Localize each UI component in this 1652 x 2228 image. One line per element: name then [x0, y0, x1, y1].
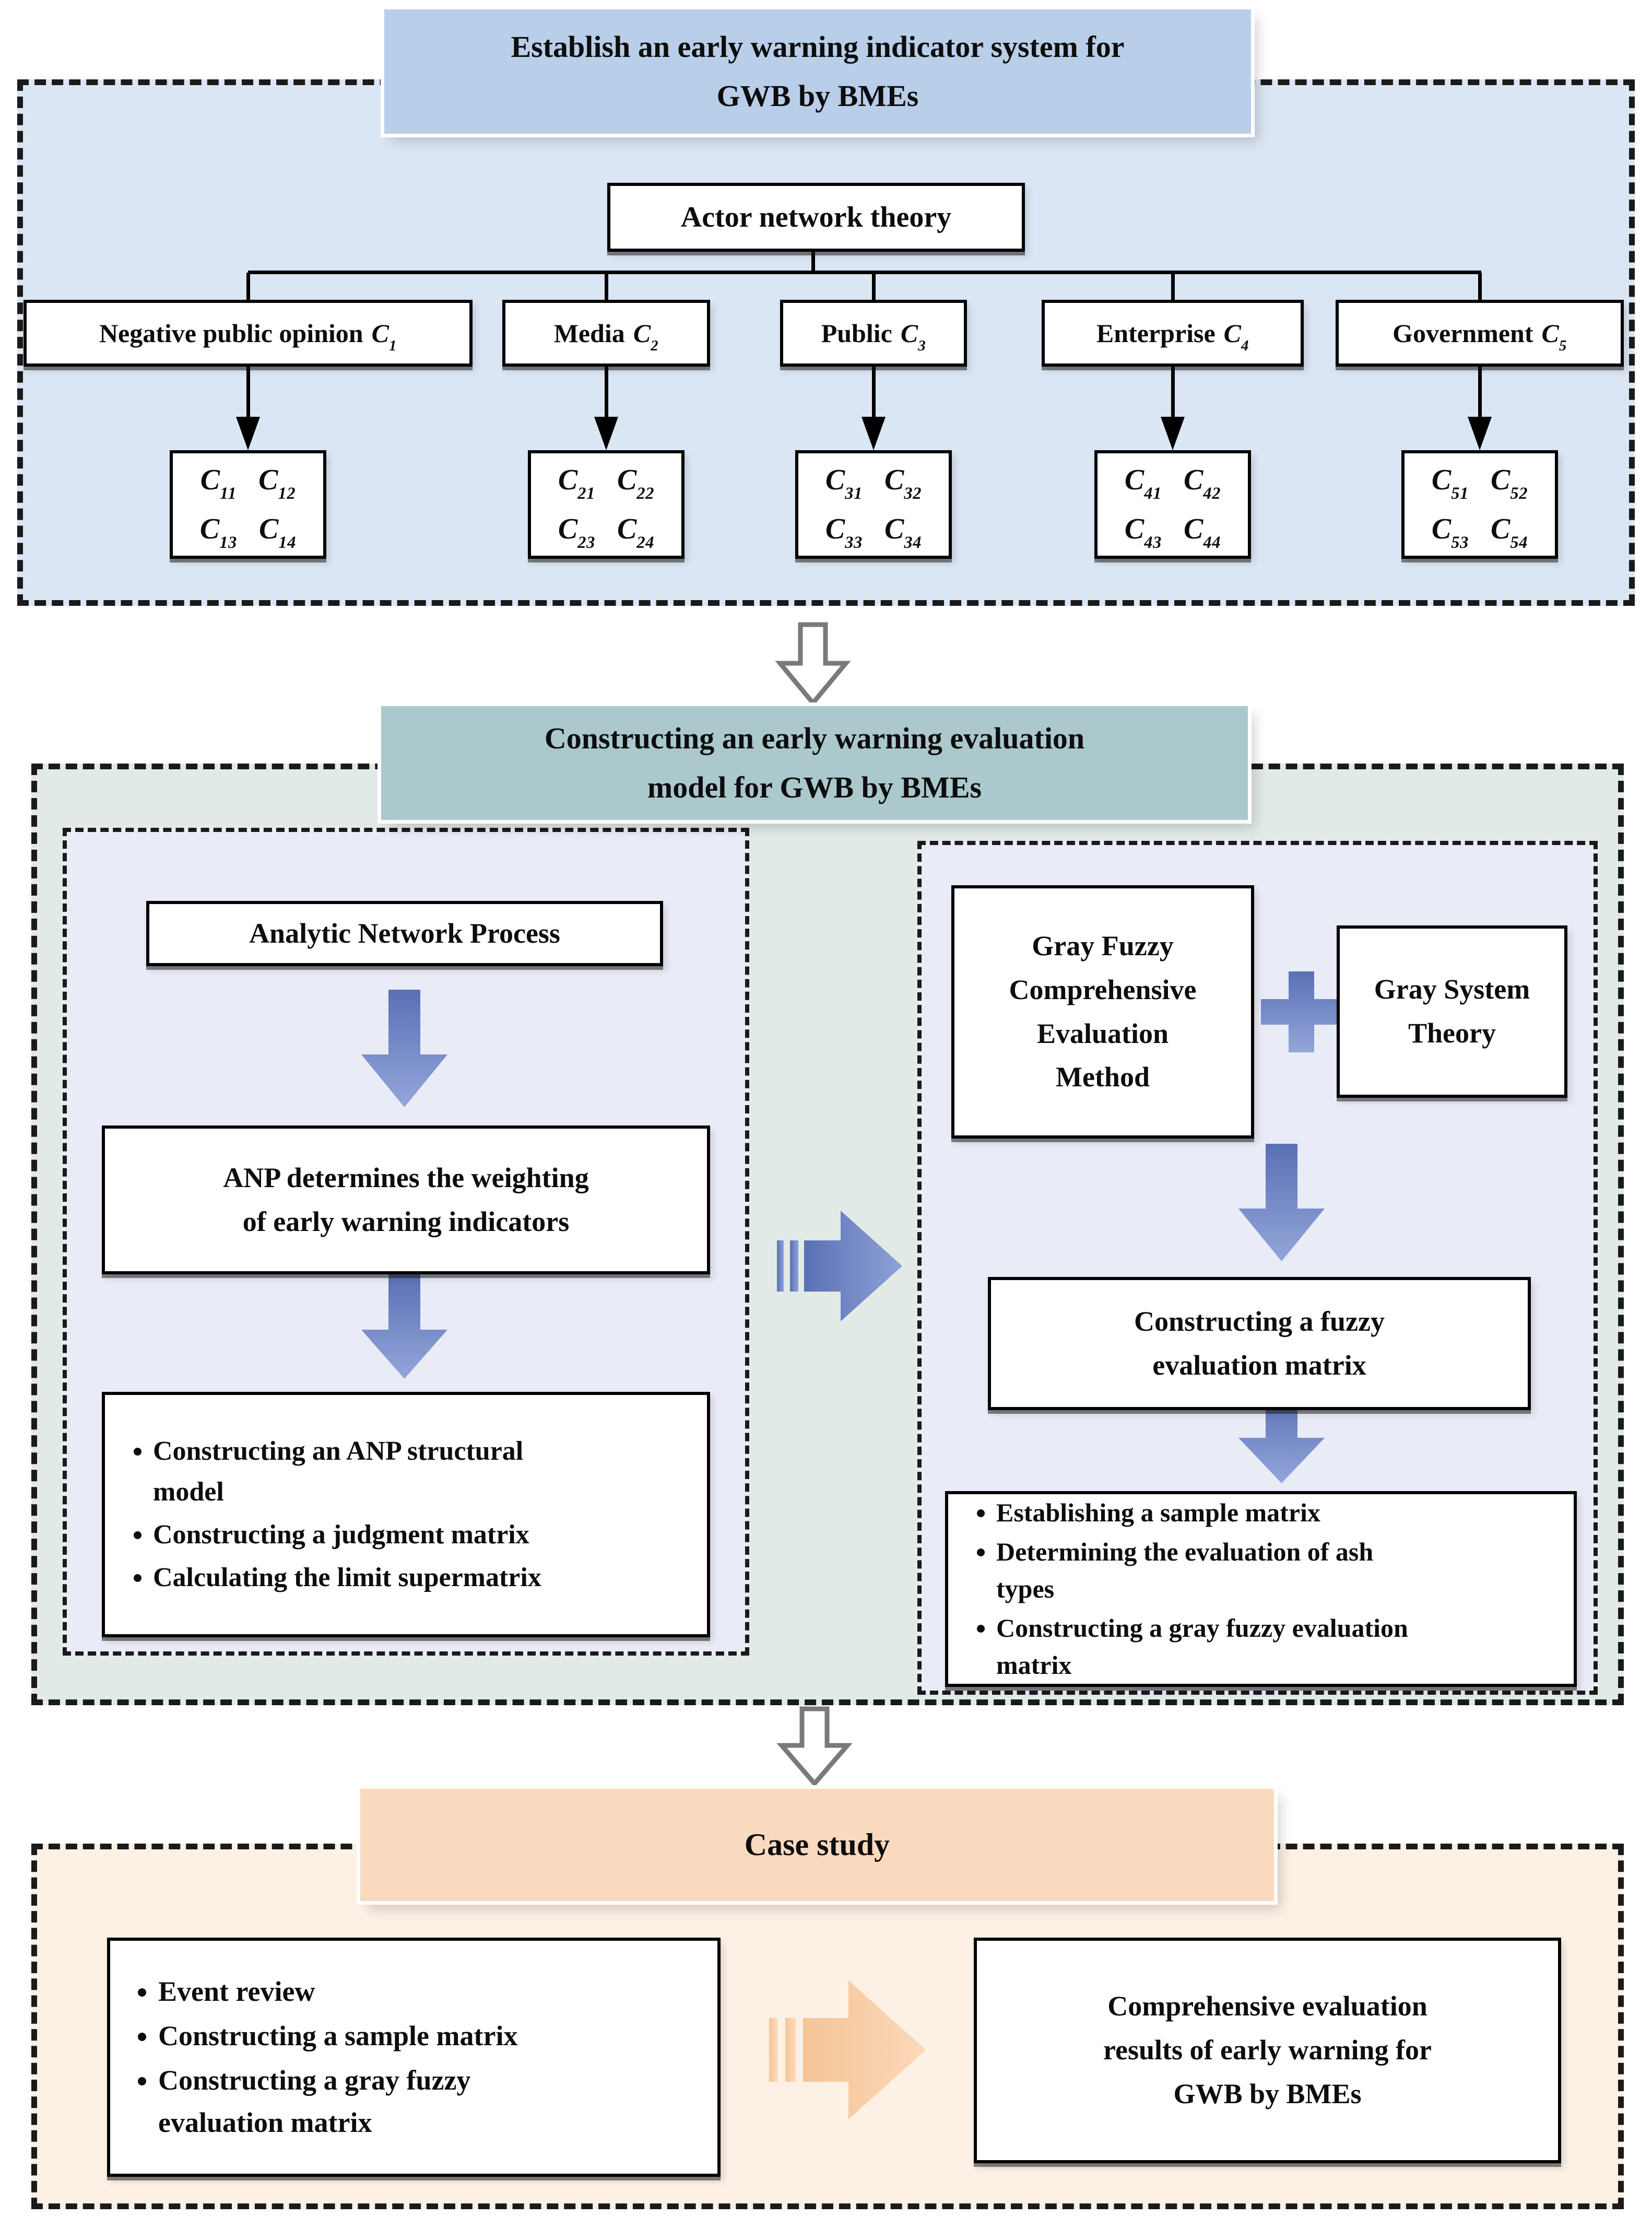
connector-line	[1478, 273, 1482, 301]
gray-fuzzy-steps-list	[948, 1492, 1414, 1686]
list-item: • Event review	[158, 1971, 592, 2013]
list-item: • Constructing an ANP structural model	[153, 1431, 560, 1512]
plus-icon	[1261, 971, 1342, 1052]
indicator-codes-box-5: $C_{51}$ $C_{52}$ $C_{53}$ $C_{54}$	[1401, 450, 1558, 559]
hollow-down-arrow-icon	[774, 623, 852, 706]
list-item: • Constructing a judgment matrix	[153, 1515, 560, 1555]
category-code: $C_3$	[900, 319, 926, 355]
striped-right-arrow-icon	[777, 1211, 902, 1321]
anp-weighting-box: ANP determines the weighting of early warning indicators	[102, 1125, 710, 1274]
indicator-codes-box-4: $C_{41}$ $C_{42}$ $C_{43}$ $C_{44}$	[1094, 450, 1251, 559]
down-arrowhead-icon	[862, 417, 886, 450]
arrow-shaft	[246, 367, 250, 421]
anp-steps-box	[102, 1392, 710, 1637]
category-box-enterprise: Enterprise $C_4$	[1042, 300, 1304, 367]
down-arrow-icon	[1238, 1144, 1325, 1261]
category-box-government: Government $C_5$	[1336, 300, 1624, 367]
list-item: • Establishing a sample matrix	[996, 1494, 1414, 1531]
category-box-public: Public $C_3$	[780, 300, 967, 367]
connector-line	[1171, 273, 1175, 301]
indicator-codes-box-3: $C_{31}$ $C_{32}$ $C_{33}$ $C_{34}$	[795, 450, 952, 559]
category-box-media: Media $C_2$	[502, 300, 710, 367]
list-item: • Constructing a sample matrix	[158, 2015, 592, 2057]
section2-title-line1: Constructing an early warning evaluation	[544, 721, 1085, 756]
section1-title	[384, 9, 1251, 134]
list-item: • Calculating the limit supermatrix	[153, 1557, 560, 1598]
actor-network-theory-box: Actor network theory	[607, 183, 1025, 252]
category-code: $C_4$	[1223, 319, 1249, 355]
connector-line	[872, 273, 876, 301]
down-arrowhead-icon	[1161, 417, 1185, 450]
arrow-shaft	[1478, 367, 1482, 421]
category-code: $C_5$	[1541, 319, 1567, 355]
anp-steps-list	[105, 1429, 560, 1600]
arrow-shaft	[872, 367, 876, 421]
connector-line	[246, 273, 250, 301]
section2-title	[381, 706, 1248, 820]
list-item: • Constructing a gray fuzzy evaluation matrix	[996, 1610, 1414, 1684]
down-arrow-icon	[361, 990, 447, 1107]
down-arrowhead-icon	[1468, 417, 1492, 450]
case-study-steps-list	[110, 1968, 592, 2146]
category-code: $C_1$	[371, 319, 397, 355]
section2-title-line2: model for GWB by BMEs	[647, 770, 982, 804]
section3-title: Case study	[360, 1789, 1274, 1901]
down-arrow-icon	[361, 1274, 447, 1379]
hollow-down-arrow-icon	[775, 1707, 854, 1786]
down-arrowhead-icon	[594, 417, 618, 450]
gray-system-theory-box: Gray System Theory	[1337, 925, 1567, 1098]
list-item: • Determining the evaluation of ash types	[996, 1533, 1414, 1608]
category-box-negative-public-opinion: Negative public opinion $C_1$	[23, 300, 473, 367]
arrow-shaft	[605, 367, 608, 421]
connector-line	[605, 273, 608, 301]
list-item: • Constructing a gray fuzzy evaluation matrix	[158, 2059, 592, 2144]
indicator-codes-box-2: $C_{21}$ $C_{22}$ $C_{23}$ $C_{24}$	[528, 450, 685, 559]
case-study-steps-box	[107, 1938, 721, 2177]
arrow-shaft	[1171, 367, 1175, 421]
down-arrowhead-icon	[236, 417, 260, 450]
category-code: $C_2$	[633, 319, 659, 355]
fuzzy-matrix-box: Constructing a fuzzy evaluation matrix	[988, 1277, 1531, 1410]
connector-line	[248, 271, 1481, 274]
gray-fuzzy-steps-box	[945, 1491, 1577, 1687]
section1-title-line2: GWB by BMEs	[716, 79, 919, 113]
indicator-codes-box-1: $C_{11}$ $C_{12}$ $C_{13}$ $C_{14}$	[170, 450, 326, 559]
section1-title-line1: Establish an early warning indicator system for	[511, 30, 1125, 64]
striped-right-arrow-icon	[769, 1980, 926, 2119]
analytic-network-process-box: Analytic Network Process	[146, 901, 663, 966]
gray-fuzzy-method-box: Gray Fuzzy Comprehensive Evaluation Method	[951, 885, 1254, 1139]
evaluation-results-box: Comprehensive evaluation results of early warning for GWB by BMEs	[974, 1938, 1561, 2163]
